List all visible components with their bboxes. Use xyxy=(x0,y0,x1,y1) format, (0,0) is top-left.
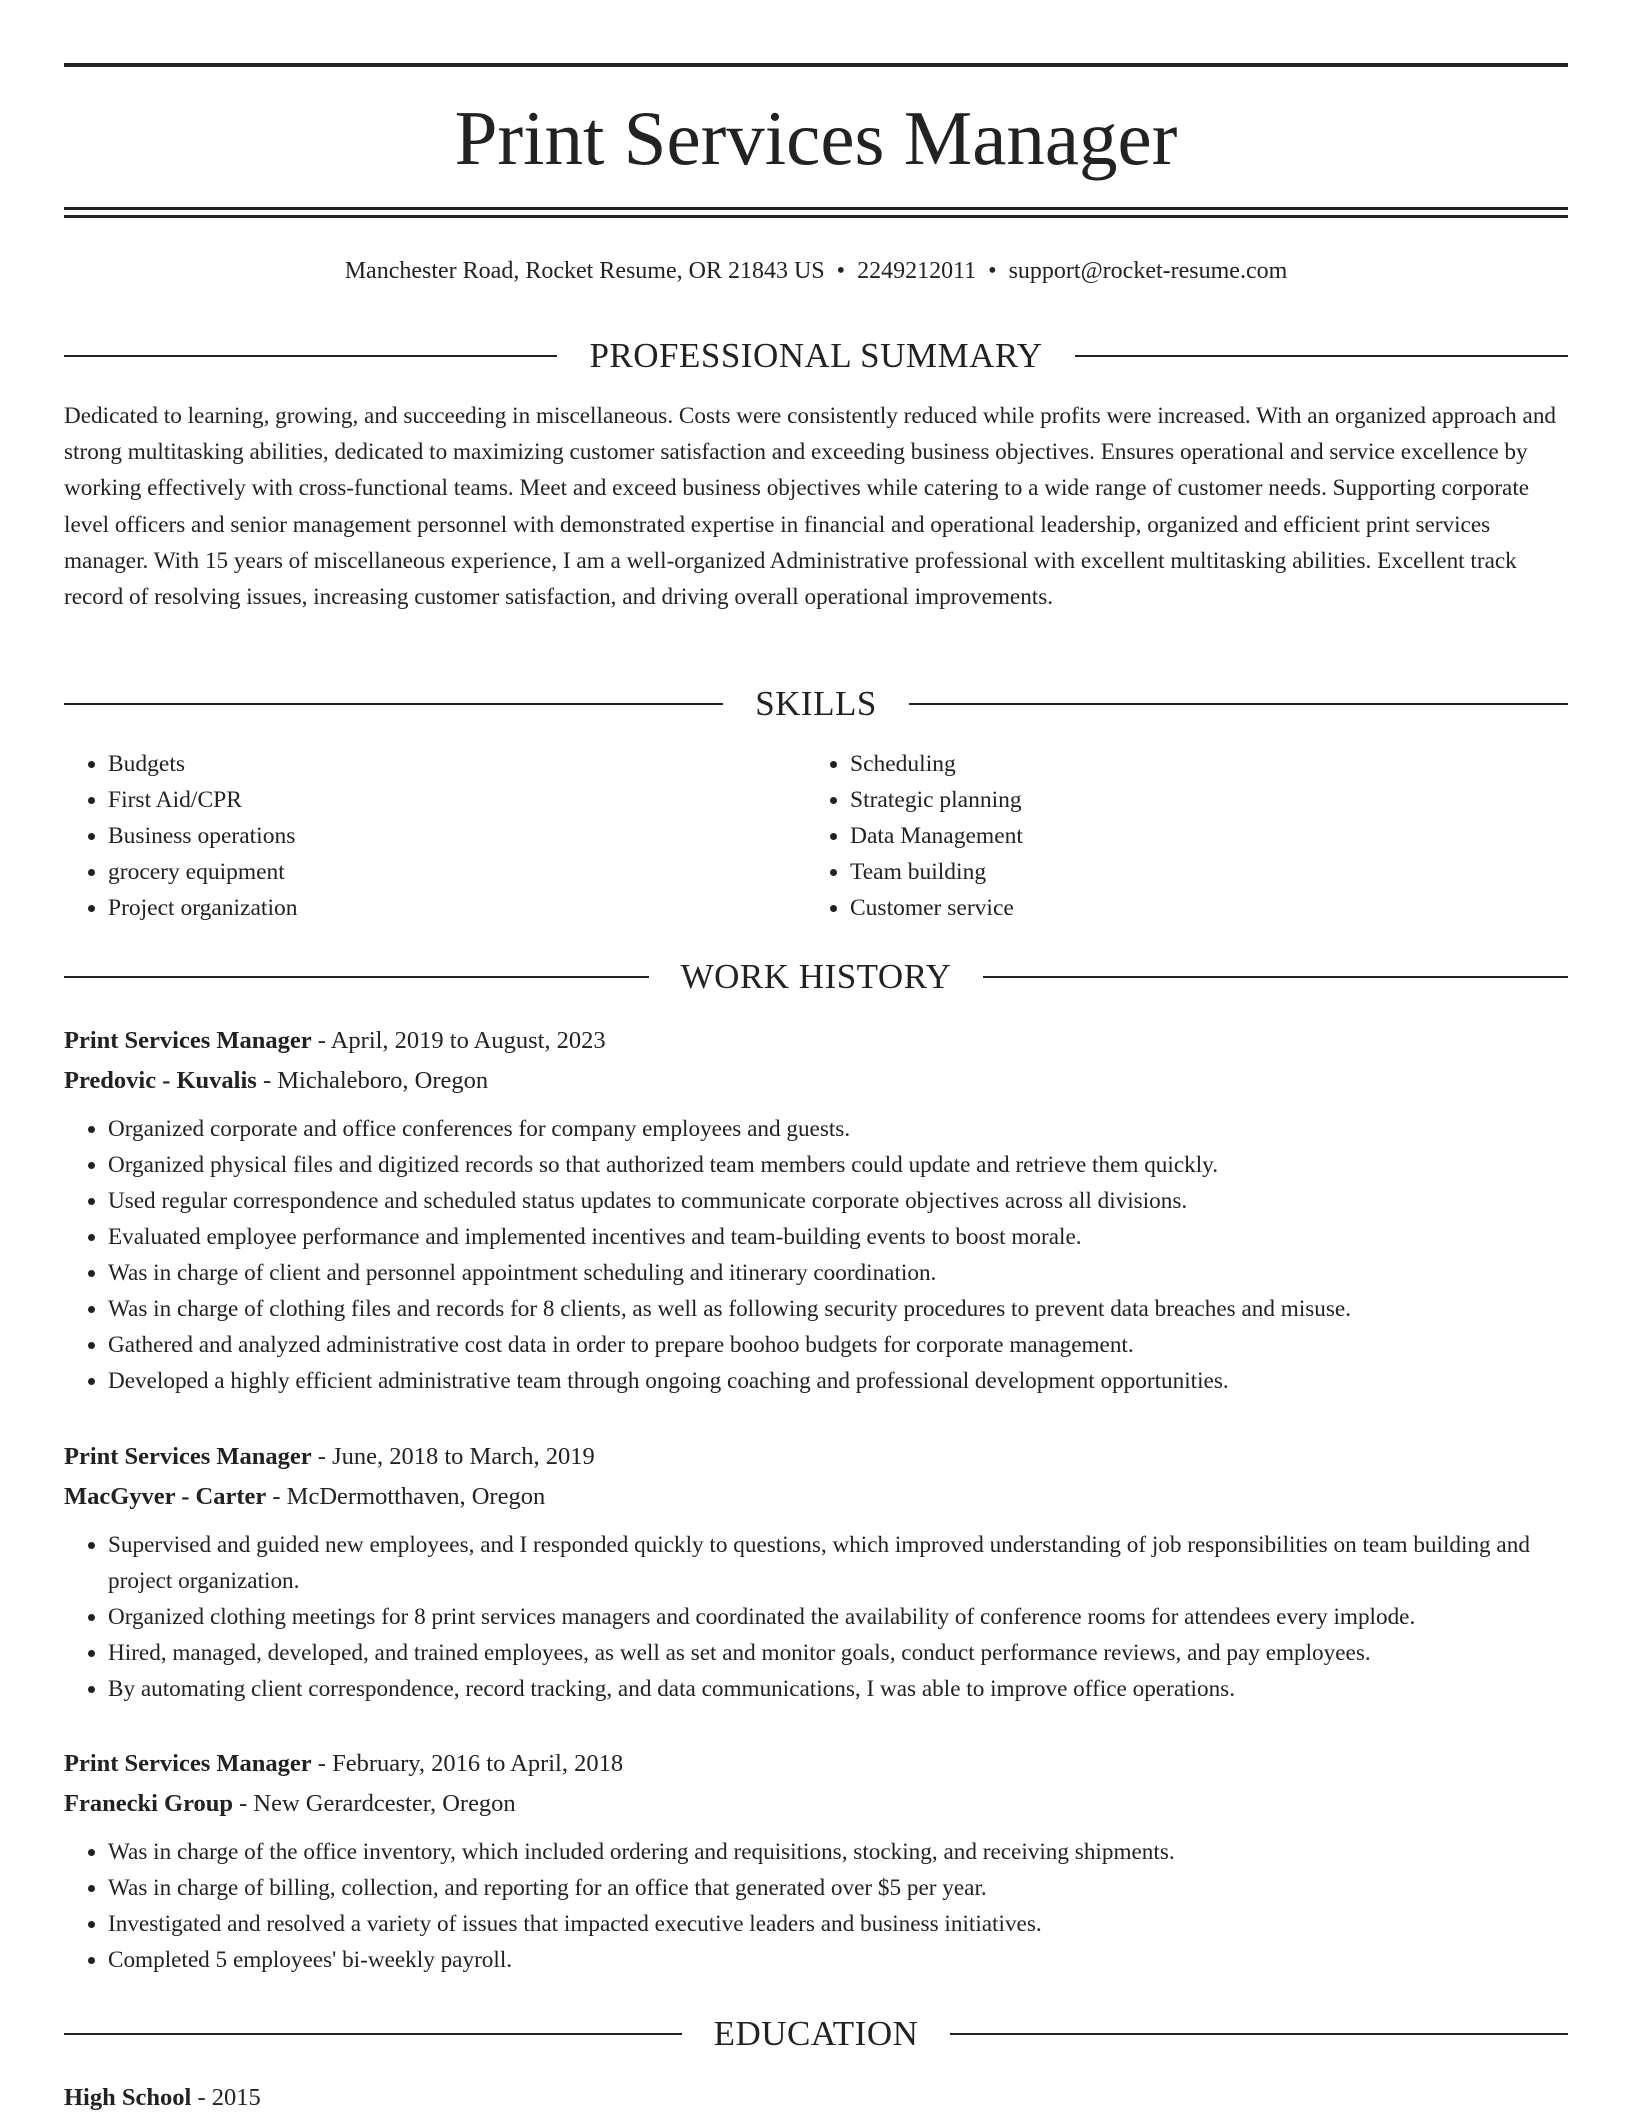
heading-rule-right xyxy=(983,976,1568,978)
job-location: - New Gerardcester, Oregon xyxy=(233,1790,516,1817)
skill-item: • Scheduling xyxy=(850,746,1548,782)
heading-rule-left xyxy=(64,703,723,705)
heading-rule-left xyxy=(64,355,557,357)
job-dates: - April, 2019 to August, 2023 xyxy=(311,1027,606,1054)
education-year: - 2015 xyxy=(191,2084,261,2111)
contact-email: support@rocket-resume.com xyxy=(1008,258,1288,284)
heading-rule-right xyxy=(909,703,1568,705)
job-location: - McDermotthaven, Oregon xyxy=(266,1483,546,1510)
section-title: EDUCATION xyxy=(713,2014,919,2053)
contact-address: Manchester Road, Rocket Resume, OR 21843 US xyxy=(344,258,825,284)
header-double-rule-upper xyxy=(64,207,1568,210)
page-title: Print Services Manager xyxy=(454,95,1178,181)
contact-line xyxy=(64,254,1568,288)
job-bullet: • Organized clothing meetings for 8 print services managers and coordinated the availability of conference rooms for attendees every implode. xyxy=(108,1599,1568,1635)
job-entry xyxy=(64,1437,1568,1707)
contact-phone: 2249212011 xyxy=(857,258,977,284)
contact-separator: • xyxy=(836,258,846,284)
section-heading-summary xyxy=(64,334,1568,378)
job-dates: - June, 2018 to March, 2019 xyxy=(311,1443,595,1470)
job-location: - Michaleboro, Oregon xyxy=(256,1067,489,1094)
job-dates: - February, 2016 to April, 2018 xyxy=(311,1750,624,1777)
skills-list xyxy=(64,746,1568,926)
section-heading-work xyxy=(64,955,1568,999)
job-bullet: • Developed a highly efficient administrative team through ongoing coaching and professional development opportunities. xyxy=(108,1363,1568,1399)
skill-item: • Strategic planning xyxy=(850,782,1548,818)
header-double-rule-lower xyxy=(64,215,1568,218)
skills-column-left xyxy=(64,746,806,926)
job-title-line xyxy=(64,1744,1568,1784)
job-bullet: • Completed 5 employees' bi-weekly payroll. xyxy=(108,1942,1568,1978)
job-bullet: • Gathered and analyzed administrative cost data in order to prepare boohoo budgets for corporate management. xyxy=(108,1327,1568,1363)
job-bullet: • Was in charge of client and personnel appointment scheduling and itinerary coordination. xyxy=(108,1255,1568,1291)
skill-item: • Business operations xyxy=(108,818,806,854)
job-title: Print Services Manager xyxy=(64,1750,312,1777)
job-title-line xyxy=(64,1021,1568,1061)
job-bullet: • Evaluated employee performance and implemented incentives and team-building events to boost morale. xyxy=(108,1219,1568,1255)
job-entry xyxy=(64,1744,1568,1978)
job-bullet: • Investigated and resolved a variety of issues that impacted executive leaders and business initiatives. xyxy=(108,1906,1568,1942)
job-company-line xyxy=(64,1477,1568,1517)
skill-item: • Team building xyxy=(850,854,1548,890)
job-bullet: • By automating client correspondence, record tracking, and data communications, I was able to improve office operations. xyxy=(108,1671,1568,1707)
heading-rule-left xyxy=(64,2033,682,2035)
section-heading-education xyxy=(64,2012,1568,2056)
heading-rule-right xyxy=(950,2033,1568,2035)
skill-item: • Customer service xyxy=(850,890,1548,926)
contact-separator: • xyxy=(988,258,997,284)
section-heading-skills xyxy=(64,682,1568,726)
job-bullet: • Organized physical files and digitized records so that authorized team members could update and retrieve them quickly. xyxy=(108,1147,1568,1183)
job-company: MacGyver - Carter xyxy=(64,1483,267,1510)
job-title-line xyxy=(64,1437,1568,1477)
job-title: Print Services Manager xyxy=(64,1443,312,1470)
heading-rule-right xyxy=(1075,355,1568,357)
header-top-rule xyxy=(64,63,1568,67)
job-bullets xyxy=(64,1111,1568,1399)
job-title: Print Services Manager xyxy=(64,1027,312,1054)
skills-column-right xyxy=(806,746,1548,926)
job-bullet: • Was in charge of the office inventory, which included ordering and requisitions, stocking, and receiving shipments. xyxy=(108,1834,1568,1870)
section-title: WORK HISTORY xyxy=(680,957,952,996)
heading-rule-left xyxy=(64,976,649,978)
summary-text: Dedicated to learning, growing, and succeeding in miscellaneous. Costs were consistently reduced while profits were increased. With an organized approach and strong multitasking abilities, dedicated to maximizing customer satisfaction and exceeding business objectives. Ensures operational and service excellence by working effectively with cross-functional teams. Meet and exceed business objectives while catering to a wide range of customer needs. Supporting corporate level officers and senior management personnel with demonstrated expertise in financial and operational leadership, organized and efficient print services manager. With 15 years of miscellaneous experience, I am a well-organized Administrative professional with excellent multitasking abilities. Excellent track record of resolving issues, increasing customer satisfaction, and driving overall operational improvements. xyxy=(64,403,1557,611)
job-bullet: • Was in charge of clothing files and records for 8 clients, as well as following security procedures to prevent data breaches and misuse. xyxy=(108,1291,1568,1327)
job-bullets xyxy=(64,1834,1568,1978)
section-title: SKILLS xyxy=(755,684,877,723)
job-bullet: • Hired, managed, developed, and trained employees, as well as set and monitor goals, conduct performance reviews, and pay employees. xyxy=(108,1635,1568,1671)
skill-item: • Budgets xyxy=(108,746,806,782)
job-company: Predovic - Kuvalis xyxy=(64,1067,257,1094)
job-company-line xyxy=(64,1784,1568,1824)
skill-item: • Project organization xyxy=(108,890,806,926)
job-entry xyxy=(64,1021,1568,1399)
job-bullets xyxy=(64,1527,1568,1707)
section-title: PROFESSIONAL SUMMARY xyxy=(589,336,1043,375)
job-bullet: • Used regular correspondence and scheduled status updates to communicate corporate objectives across all divisions. xyxy=(108,1183,1568,1219)
skill-item: • grocery equipment xyxy=(108,854,806,890)
job-bullet: • Was in charge of billing, collection, and reporting for an office that generated over $5 per year. xyxy=(108,1870,1568,1906)
job-bullet: • Organized corporate and office conferences for company employees and guests. xyxy=(108,1111,1568,1147)
skill-item: • First Aid/CPR xyxy=(108,782,806,818)
job-company-line xyxy=(64,1061,1568,1101)
education-entry xyxy=(64,2078,1568,2118)
education-degree: High School xyxy=(64,2084,192,2111)
job-bullet: • Supervised and guided new employees, and I responded quickly to questions, which improved understanding of job responsibilities on team building and project organization. xyxy=(108,1527,1568,1599)
job-company: Franecki Group xyxy=(64,1790,234,1817)
skill-item: • Data Management xyxy=(850,818,1548,854)
